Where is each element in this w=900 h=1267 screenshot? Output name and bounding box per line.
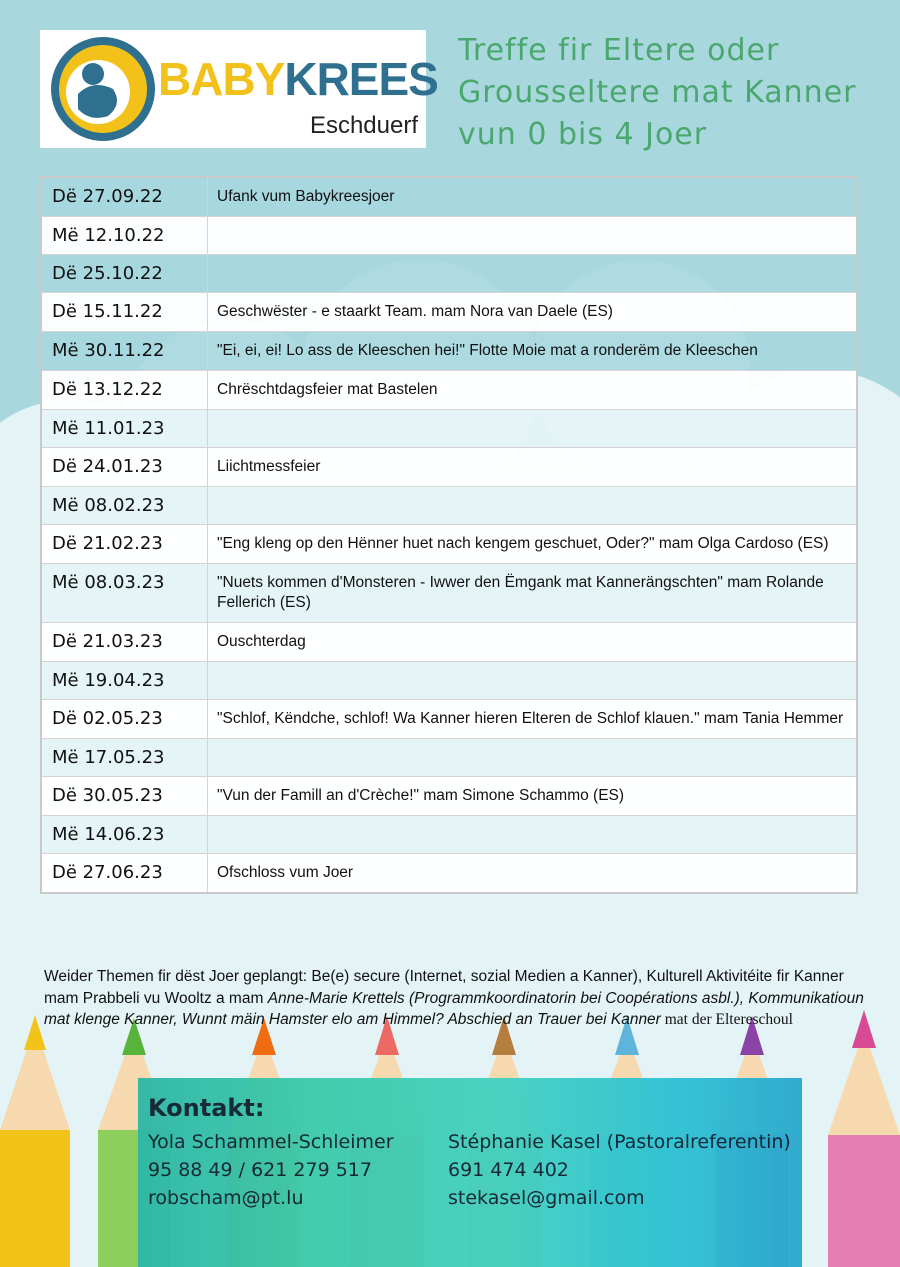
table-row bbox=[42, 293, 856, 332]
table-row bbox=[42, 623, 856, 662]
table-row bbox=[42, 662, 856, 700]
table-row bbox=[42, 816, 856, 854]
row-event: Geschwëster - e staarkt Team. mam Nora van Daele (ES) bbox=[217, 303, 613, 320]
contact-email[interactable]: stekasel@gmail.com bbox=[448, 1187, 645, 1209]
table-row bbox=[42, 178, 856, 217]
row-date: Më 30.11.22 bbox=[42, 332, 208, 370]
row-date: Dë 30.05.23 bbox=[42, 777, 208, 815]
table-row bbox=[42, 255, 856, 293]
row-date: Dë 21.03.23 bbox=[42, 623, 208, 661]
row-event: Ufank vum Babykreesjoer bbox=[217, 188, 395, 205]
table-row bbox=[42, 777, 856, 816]
tagline-line: Treffe fir Eltere oder bbox=[458, 33, 780, 68]
row-date: Dë 02.05.23 bbox=[42, 700, 208, 738]
row-event bbox=[208, 255, 856, 292]
table-row bbox=[42, 371, 856, 410]
logo-brand-part2: KREES bbox=[284, 53, 438, 105]
row-date: Më 12.10.22 bbox=[42, 217, 208, 254]
table-row bbox=[42, 739, 856, 777]
contact-title-text: Kontakt bbox=[148, 1094, 255, 1122]
row-date: Më 14.06.23 bbox=[42, 816, 208, 853]
row-event bbox=[208, 410, 856, 447]
row-date: Më 11.01.23 bbox=[42, 410, 208, 447]
row-event: Chrëschtdagsfeier mat Bastelen bbox=[217, 381, 438, 398]
row-date: Më 08.02.23 bbox=[42, 487, 208, 524]
table-row bbox=[42, 854, 856, 892]
table-row bbox=[42, 564, 856, 623]
row-date: Dë 21.02.23 bbox=[42, 525, 208, 563]
row-date: Më 17.05.23 bbox=[42, 739, 208, 776]
table-row bbox=[42, 448, 856, 487]
table-row bbox=[42, 410, 856, 448]
table-row bbox=[42, 525, 856, 564]
note-suffix: mat der Eltereschoul bbox=[660, 1011, 793, 1028]
row-event bbox=[208, 816, 856, 853]
row-event: Ouschterdag bbox=[217, 633, 306, 650]
row-event bbox=[208, 487, 856, 524]
row-date: Më 08.03.23 bbox=[42, 564, 208, 622]
note-italic-text: Anne-Marie Krettels (Programmkoordinatorin bei Coopérations asbl.), Kommunikatioun mat klenge Kanner, Wunnt mäin Hamster elo am Himmel? Abschied an Trauer bei Kanner bbox=[44, 989, 864, 1028]
row-date: Dë 15.11.22 bbox=[42, 293, 208, 331]
row-event bbox=[208, 739, 856, 776]
note-text: Weider Themen fir dëst Joer geplangt: Be(e) secure (Internet, sozial Medien a Kanner), Kulturell Aktivitéite fir Kanner mam Prabbeli vu Wooltz a mam bbox=[44, 968, 844, 1007]
tagline-line: Grousseltere mat Kanner bbox=[458, 75, 857, 110]
row-date: Dë 25.10.22 bbox=[42, 255, 208, 292]
row-date: Dë 27.06.23 bbox=[42, 854, 208, 892]
contact-phone[interactable]: 95 88 49 / 621 279 517 bbox=[148, 1159, 372, 1181]
contact-left bbox=[148, 1128, 394, 1212]
contact-right bbox=[448, 1128, 791, 1212]
table-row bbox=[42, 487, 856, 525]
row-event: "Ei, ei, ei! Lo ass de Kleeschen hei!" Flotte Moie mat a ronderëm de Kleeschen bbox=[217, 342, 758, 359]
tagline bbox=[458, 30, 888, 156]
logo-subtitle: Eschduerf bbox=[309, 112, 418, 139]
contact-phone[interactable]: 691 474 402 bbox=[448, 1159, 569, 1181]
contact-name: Stéphanie Kasel (Pastoralreferentin) bbox=[448, 1131, 791, 1153]
logo-brand-part1: BABY bbox=[158, 53, 285, 105]
row-event: "Schlof, Këndche, schlof! Wa Kanner hieren Elteren de Schlof klauen." mam Tania Hemmer bbox=[217, 710, 844, 727]
contact-box bbox=[138, 1078, 802, 1267]
baby-logo-icon bbox=[48, 34, 158, 144]
row-date: Dë 27.09.22 bbox=[42, 178, 208, 216]
row-date: Dë 24.01.23 bbox=[42, 448, 208, 486]
contact-name: Yola Schammel-Schleimer bbox=[148, 1131, 394, 1153]
tagline-line: vun 0 bis 4 Joer bbox=[458, 117, 708, 152]
row-event bbox=[208, 217, 856, 254]
row-event: "Eng kleng op den Hënner huet nach kengem geschuet, Oder?" mam Olga Cardoso (ES) bbox=[217, 535, 829, 552]
row-event: "Nuets kommen d'Monsteren - Iwwer den Ëmgank mat Kannerängschten" mam Rolande Fellerich (ES) bbox=[217, 574, 824, 611]
row-date: Më 19.04.23 bbox=[42, 662, 208, 699]
row-event: Ofschloss vum Joer bbox=[217, 864, 354, 881]
row-event: "Vun der Famill an d'Crèche!" mam Simone Schammo (ES) bbox=[217, 787, 625, 804]
contact-title bbox=[148, 1094, 264, 1122]
logo-brand-name bbox=[158, 53, 438, 105]
contact-title-colon: : bbox=[254, 1094, 265, 1122]
row-date: Dë 13.12.22 bbox=[42, 371, 208, 409]
row-event bbox=[208, 662, 856, 699]
table-row bbox=[42, 217, 856, 255]
additional-topics-note bbox=[44, 966, 864, 1031]
row-event: Liichtmessfeier bbox=[217, 458, 321, 475]
table-row bbox=[42, 332, 856, 371]
table-row bbox=[42, 700, 856, 739]
babykrees-logo bbox=[40, 30, 438, 148]
contact-email[interactable]: robscham@pt.lu bbox=[148, 1187, 304, 1209]
schedule-table bbox=[40, 176, 858, 894]
